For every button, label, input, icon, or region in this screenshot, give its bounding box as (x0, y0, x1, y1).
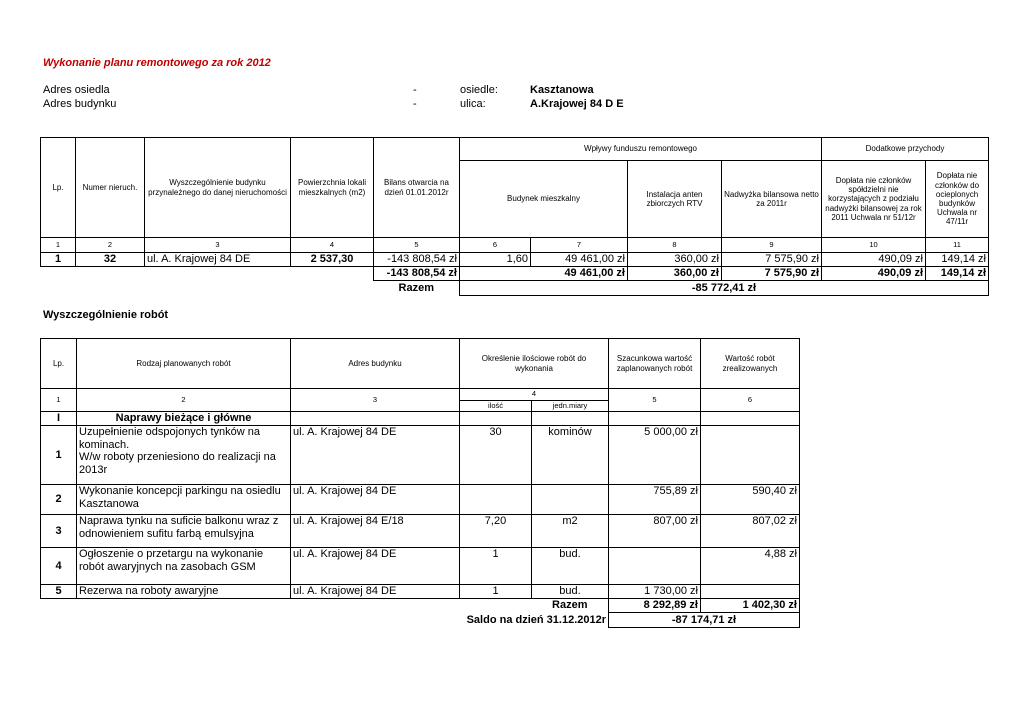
row-bilans: -143 808,54 zł (374, 253, 460, 267)
col-number: 5 (609, 389, 701, 412)
header-budynek: Budynek mieszkalny (460, 161, 628, 238)
row-ilosc: 1 (460, 548, 532, 585)
razem-szacunkowa: 8 292,89 zł (609, 599, 701, 613)
row-szacunkowa (609, 548, 701, 585)
col-number: 2 (76, 238, 145, 253)
total-nadwyzka: 7 575,90 zł (722, 267, 822, 281)
header-nr: Numer nieruch. (76, 138, 145, 238)
header-rodzaj: Rodzaj planowanych robót (77, 339, 291, 389)
row-ilosc (460, 485, 532, 515)
works-table (40, 338, 800, 628)
row-adres: ul. A. Krajowej 84 DE (291, 585, 460, 599)
header-wyszczegolnienie: Wyszczególnienie budynku przynależnego do danej nieruchomości (145, 138, 291, 238)
col-number: 1 (41, 238, 76, 253)
row-lp: 1 (41, 253, 76, 267)
header-bilans: Bilans otwarcia na dzień 01.01.2012r (374, 138, 460, 238)
header-instalacja: Instalacja anten zbiorczych RTV (628, 161, 722, 238)
row-adres: ul. A. Krajowej 84 DE (291, 485, 460, 515)
row-nr: 32 (76, 253, 145, 267)
group-lp: I (41, 412, 77, 426)
total-doplata-ocieplonych: 149,14 zł (926, 267, 989, 281)
row-rodzaj: Wykonanie koncepcji parkingu na osiedlu Kasztanowa (77, 485, 291, 515)
row-stawka: 1,60 (460, 253, 531, 267)
row-adres: ul. A. Krajowej 84 E/18 (291, 515, 460, 548)
building-dash: - (413, 98, 417, 110)
header-wartosc: Wartość robót zrealizowanych (701, 339, 800, 389)
row-ilosc: 7,20 (460, 515, 532, 548)
street-value: A.Krajowej 84 D E (530, 98, 624, 110)
table-row (41, 585, 800, 599)
row-doplata-ocieplonych: 149,14 zł (926, 253, 989, 267)
building-address-label: Adres budynku (43, 98, 117, 110)
totals-row (41, 267, 989, 281)
header-nadwyzka: Nadwyżka bilansowa netto za 2011r (722, 161, 822, 238)
row-budynek: 49 461,00 zł (531, 253, 628, 267)
header-wplywy: Wpływy funduszu remontowego (460, 138, 822, 161)
estate-address-label: Adres osiedla (43, 84, 110, 96)
total-doplata-nie: 490,09 zł (822, 267, 926, 281)
row-rodzaj: Rezerwa na roboty awaryjne (77, 585, 291, 599)
estate-key: osiedle: (460, 84, 498, 96)
row-lp: 3 (41, 515, 77, 548)
razem-label: Razem (532, 599, 609, 613)
col-number: 5 (374, 238, 460, 253)
row-instalacja: 360,00 zł (628, 253, 722, 267)
group-row (41, 412, 800, 426)
row-rodzaj: Naprawa tynku na suficie balkonu wraz z odnowieniem sufitu farbą emulsyjna (77, 515, 291, 548)
estate-dash: - (413, 84, 417, 96)
group-name: Naprawy bieżące i główne (77, 412, 291, 426)
row-szacunkowa: 807,00 zł (609, 515, 701, 548)
row-rodzaj: Ogłoszenie o przetargu na wykonanie robót awaryjnych na zasobach GSM (77, 548, 291, 585)
header-szacunkowa: Szacunkowa wartość zaplanowanych robót (609, 339, 701, 389)
col-number: 11 (926, 238, 989, 253)
saldo-label: Saldo na dzień 31.12.2012r (291, 613, 609, 628)
estate-value: Kasztanowa (530, 84, 594, 96)
street-key: ulica: (460, 98, 486, 110)
row-lp: 4 (41, 548, 77, 585)
row-szacunkowa: 5 000,00 zł (609, 426, 701, 485)
row-jedn (532, 485, 609, 515)
row-jedn: kominów (532, 426, 609, 485)
row-rodzaj: Uzupełnienie odspojonych tynków na kominach. W/w roboty przeniesiono do realizacji na 2013r (77, 426, 291, 485)
col-number: 6 (701, 389, 800, 412)
col-number: 7 (531, 238, 628, 253)
table-row (41, 548, 800, 585)
header-ilosc: ilość (460, 401, 532, 412)
table-row (41, 426, 800, 485)
row-wartosc: 807,02 zł (701, 515, 800, 548)
saldo-row (41, 613, 800, 628)
header-jedn: jedn.miary (532, 401, 609, 412)
row-wartosc (701, 426, 800, 485)
razem-wartosc: 1 402,30 zł (701, 599, 800, 613)
col-number: 8 (628, 238, 722, 253)
row-szacunkowa: 1 730,00 zł (609, 585, 701, 599)
row-ilosc: 1 (460, 585, 532, 599)
table-row (41, 485, 800, 515)
row-adres: ul. A. Krajowej 84 DE (145, 253, 291, 267)
row-doplata-nie: 490,09 zł (822, 253, 926, 267)
row-szacunkowa: 755,89 zł (609, 485, 701, 515)
header-okreslenie: Określenie ilościowe robót do wykonania (460, 339, 609, 389)
total-instalacja: 360,00 zł (628, 267, 722, 281)
header-adres: Adres budynku (291, 339, 460, 389)
row-ilosc: 30 (460, 426, 532, 485)
row-adres: ul. A. Krajowej 84 DE (291, 548, 460, 585)
row-nadwyzka: 7 575,90 zł (722, 253, 822, 267)
table-row (41, 253, 989, 267)
total-budynek: 49 461,00 zł (531, 267, 628, 281)
col-number: 2 (77, 389, 291, 412)
col-number: 4 (460, 389, 609, 401)
page-title: Wykonanie planu remontowego za rok 2012 (43, 57, 271, 69)
header-doplata-nie: Dopłata nie członków spółdzielni nie korzystających z podziału nadwyżki bilansowej za rok 2011 Uchwala nr 51/12r (822, 161, 926, 238)
col-number: 4 (291, 238, 374, 253)
table-row (41, 515, 800, 548)
header-doplata-ocieplonych: Dopłata nie członków do ocieplonych budynków Uchwala nr 47/11r (926, 161, 989, 238)
row-powierzchnia: 2 537,30 (291, 253, 374, 267)
col-number: 3 (291, 389, 460, 412)
row-jedn: bud. (532, 548, 609, 585)
row-lp: 5 (41, 585, 77, 599)
section-title: Wyszczególnienie robót (43, 309, 169, 321)
razem-label: Razem (374, 281, 460, 296)
row-lp: 2 (41, 485, 77, 515)
col-number: 10 (822, 238, 926, 253)
funds-table (40, 137, 989, 296)
row-wartosc (701, 585, 800, 599)
header-powierzchnia: Powierzchnia lokali mieszkalnych (m2) (291, 138, 374, 238)
razem-value: -85 772,41 zł (460, 281, 989, 296)
row-wartosc: 4,88 zł (701, 548, 800, 585)
row-jedn: m2 (532, 515, 609, 548)
row-lp: 1 (41, 426, 77, 485)
total-bilans: -143 808,54 zł (374, 267, 460, 281)
header-lp: Lp. (41, 339, 77, 389)
row-wartosc: 590,40 zł (701, 485, 800, 515)
col-number: 1 (41, 389, 77, 412)
row-jedn: bud. (532, 585, 609, 599)
row-adres: ul. A. Krajowej 84 DE (291, 426, 460, 485)
col-number: 3 (145, 238, 291, 253)
saldo-value: -87 174,71 zł (609, 613, 800, 628)
totals-row (41, 599, 800, 613)
col-number: 9 (722, 238, 822, 253)
header-lp: Lp. (41, 138, 76, 238)
col-number: 6 (460, 238, 531, 253)
header-dodatkowe: Dodatkowe przychody (822, 138, 989, 161)
